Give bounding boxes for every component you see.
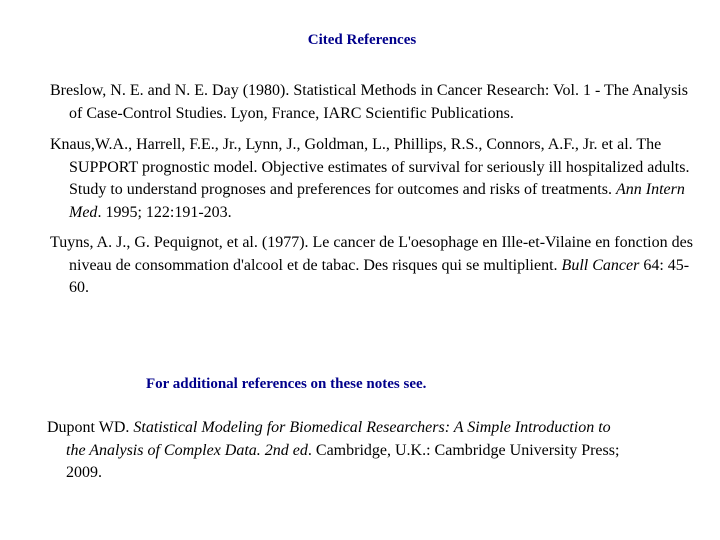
reference-item: Breslow, N. E. and N. E. Day (1980). Statistical Methods in Cancer Research: Vol. 1 - The Analysis of Case-Control Studies. Lyon, France, IARC Scientific Publications.: [50, 82, 688, 122]
reference-text: Knaus,W.A., Harrell, F.E., Jr., Lynn, J., Goldman, L., Phillips, R.S., Connors, A.F., Jr. et al. The SUPPORT prognostic model. Objective estimates of survival for seriously ill hospitalized adults. Study to understand prognoses and preferences for outcomes and risks of treatments.: [50, 136, 690, 198]
reference-text: Tuyns, A. J., G. Pequignot, et al. (1977). Le cancer de L'oesophage en Ille-et-Vilaine en fonction des niveau de consommation d'alcool et de tabac. Des risques qui se multiplient.: [50, 234, 693, 274]
reference-text: 64: 45-60.: [69, 256, 690, 296]
reference-item: [50, 232, 709, 300]
additional-references-note: For additional references on these notes see.: [146, 376, 427, 392]
journal-title: Ann Intern Med: [69, 181, 685, 221]
reference-publisher: . Cambridge, U.K.: Cambridge University Press; 2009.: [66, 441, 620, 481]
book-title: Statistical Modeling for Biomedical Researchers: A Simple Introduction to the Analysis of Complex Data. 2nd ed: [66, 419, 611, 459]
reference-text: . 1995; 122:191-203.: [97, 203, 232, 221]
reference-author: Dupont WD.: [47, 419, 134, 436]
reference-item: [50, 134, 709, 224]
additional-reference: [47, 417, 626, 485]
page-title: Cited References: [307, 32, 417, 48]
journal-title: Bull Cancer: [561, 256, 640, 274]
